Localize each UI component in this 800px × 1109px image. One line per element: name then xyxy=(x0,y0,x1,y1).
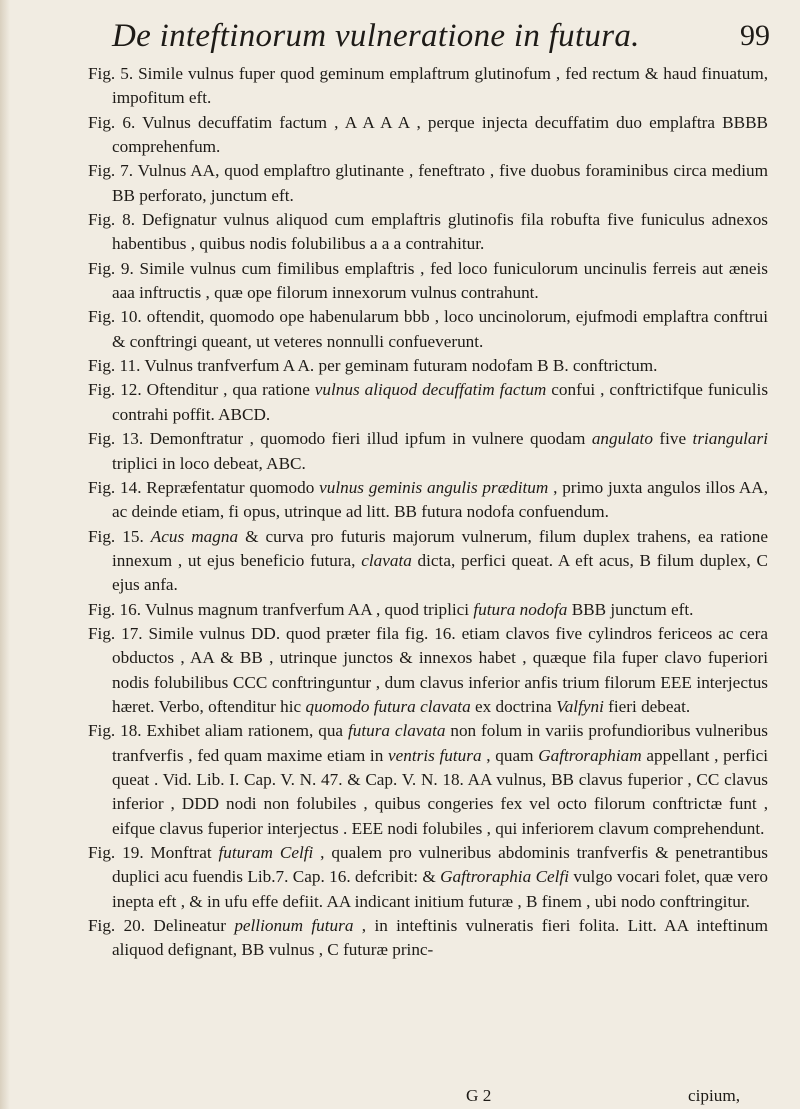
italic-phrase: vulnus geminis angulis præditum xyxy=(319,477,549,497)
page-footer xyxy=(88,1085,768,1107)
page-edge-shadow xyxy=(0,0,10,1109)
text-run: Fig. 20. Delineatur xyxy=(88,916,235,936)
italic-phrase: Gaftroraphiam xyxy=(538,745,642,765)
italic-phrase: clavata xyxy=(361,550,412,570)
italic-phrase: triangulari xyxy=(692,429,768,449)
text-run: Fig. 19. Monftrat xyxy=(88,843,219,862)
text-run: Fig. 6. Vulnus decuffatim factum , A A A A , perque injecta decuffatim duo emplaftra BBBB comprehenfum. xyxy=(88,112,768,157)
italic-phrase: Acus magna xyxy=(150,526,239,546)
text-run: Fig. 9. Simile vulnus cum fimilibus emplaftris , fed loco funiculorum uncinulis ferreis aut æneis aaa inftructis , quæ ope filorum innexorum vulnus contrahunt. xyxy=(88,258,768,303)
catchword: cipium, xyxy=(687,1086,740,1105)
text-run: Fig. 12. Oftenditur , qua ratione xyxy=(88,380,315,400)
italic-phrase: futura nodofa xyxy=(473,599,568,619)
italic-phrase: Gaftroraphia Celfi xyxy=(440,867,569,887)
figure-caption-paragraph xyxy=(88,354,768,378)
italic-phrase: futuram Celfi xyxy=(218,843,314,862)
text-run: BBB junctum eft. xyxy=(567,599,694,619)
text-run: Fig. 11. Vulnus tranfverfum A A. per geminam futuram nodofam B B. conftrictum. xyxy=(88,356,658,376)
italic-phrase: vulnus aliquod decuffatim factum xyxy=(314,380,547,400)
figure-caption-paragraph xyxy=(88,841,768,914)
text-run: non folum in variis profundioribus vulneribus tranfverfis , fed quam maxime etiam in xyxy=(112,721,768,765)
page-number: 99 xyxy=(740,19,770,52)
text-run: Fig. 7. Vulnus AA, quod emplaftro glutinante , feneftrato , five duobus foraminibus circa medium BB perforato, junctum eft. xyxy=(88,161,768,205)
signature-mark: G 2 xyxy=(466,1086,492,1105)
italic-phrase: angulato xyxy=(591,429,653,449)
figure-caption-paragraph xyxy=(88,914,768,963)
figure-caption-paragraph xyxy=(88,305,768,354)
text-run: triplici in loco debeat, ABC. xyxy=(112,453,306,473)
figure-caption-paragraph xyxy=(88,476,768,525)
figure-caption-paragraph xyxy=(88,111,768,160)
figure-caption-paragraph xyxy=(88,208,768,257)
text-run: five xyxy=(652,429,693,449)
text-run: Fig. 13. Demonftratur , quomodo fieri illud ipfum in vulnere quodam xyxy=(88,429,592,449)
figure-caption-paragraph xyxy=(88,598,768,622)
text-run: , primo juxta angulos illos AA, ac deinde etiam, fi opus, utrinque ad litt. BB futura nodofa confuendum. xyxy=(112,477,769,522)
text-run: , qualem pro vulneribus abdominis tranfverfis & penetrantibus duplici acu fuendis Lib.7. Cap. 16. defcribit: & xyxy=(112,843,768,887)
text-run: Fig. 15. xyxy=(88,526,151,546)
italic-phrase: ventris futura xyxy=(388,745,482,765)
text-run: dicta, perfici queat. A eft acus, B filum duplex, C ejus anfa. xyxy=(112,550,768,595)
figure-caption-paragraph xyxy=(88,257,768,306)
text-run: Fig. 5. Simile vulnus fuper quod geminum emplaftrum glutinofum , fed rectum & haud finuatum, impofitum eft. xyxy=(88,64,768,108)
text-run: , quam xyxy=(481,745,539,765)
figure-caption-paragraph xyxy=(88,62,768,111)
figure-caption-paragraph xyxy=(88,378,768,427)
figure-caption-paragraph xyxy=(88,622,768,719)
figure-caption-paragraph xyxy=(88,719,768,841)
text-run: , in inteftinis vulneratis fieri folita. Litt. AA inteftinum aliquod defignant, BB vulnus , C futuræ princ- xyxy=(112,916,768,960)
italic-phrase: pellionum futura xyxy=(234,916,354,936)
page-header xyxy=(112,14,770,60)
text-run: & curva pro futuris majorum vulnerum, filum duplex trahens, ea ratione innexum , ut ejus beneficio futura, xyxy=(112,526,768,570)
italic-phrase: futura clavata xyxy=(347,721,446,741)
italic-phrase: quomodo futura clavata xyxy=(305,696,471,716)
figure-caption-paragraph xyxy=(88,525,768,598)
text-run: Fig. 10. oftendit, quomodo ope habenularum bbb , loco uncinolorum, ejufmodi emplaftra conftrui & conftringi queant, ut veteres nonnulli confueverunt. xyxy=(88,307,768,351)
text-run: fieri debeat. xyxy=(603,696,691,716)
text-run: Fig. 18. Exhibet aliam rationem, qua xyxy=(88,721,348,741)
text-run: vulgo vocari folet, quæ vero inepta eft , & in ufu effe defiit. AA indicant initium futuræ , B finem , ubi nodo conftringitur. xyxy=(112,867,768,911)
text-run: ex doctrina xyxy=(470,696,557,716)
text-run: Fig. 16. Vulnus magnum tranfverfum AA , quod triplici xyxy=(88,599,474,619)
figure-caption-paragraph xyxy=(88,427,768,476)
text-run: Fig. 17. Simile vulnus DD. quod præter fila fig. 16. etiam clavos five cylindros fericeos ac cera obductos , AA & BB , utrinque junctos & innexos habet , quæque fila fuper clavo fuperiori nodis folubilibus CCC conftringuntur , dum clavus inferior anfis trium filorum EEE interjectus hæret. Verbo, oftenditur hic xyxy=(88,623,768,716)
text-run: appellant , perfici queat . Vid. Lib. I. Cap. V. N. 47. & Cap. V. N. 18. AA vulnus, BB clavus fuperior , CC clavus inferior , DDD nodi non folubiles , quibus congeries fex vel octo filorum conftrictæ funt , eifque clavus fuperior interjectus . EEE nodi folubiles , qui inferiorem clavum comprehendunt. xyxy=(112,745,768,838)
running-title: De inteftinorum vulneratione in futura. xyxy=(112,18,640,54)
text-run: Fig. 8. Defignatur vulnus aliquod cum emplaftris glutinofis fila robufta five funiculus adnexos habentibus , quibus nodis folubilibus a a a contrahitur. xyxy=(88,210,768,254)
figure-captions-text xyxy=(88,62,768,963)
italic-phrase: Valfyni xyxy=(556,696,604,716)
figure-caption-paragraph xyxy=(88,159,768,208)
text-run: Fig. 14. Repræfentatur quomodo xyxy=(88,477,320,497)
text-run: confui , conftrictifque funiculis contrahi poffit. ABCD. xyxy=(112,380,769,424)
